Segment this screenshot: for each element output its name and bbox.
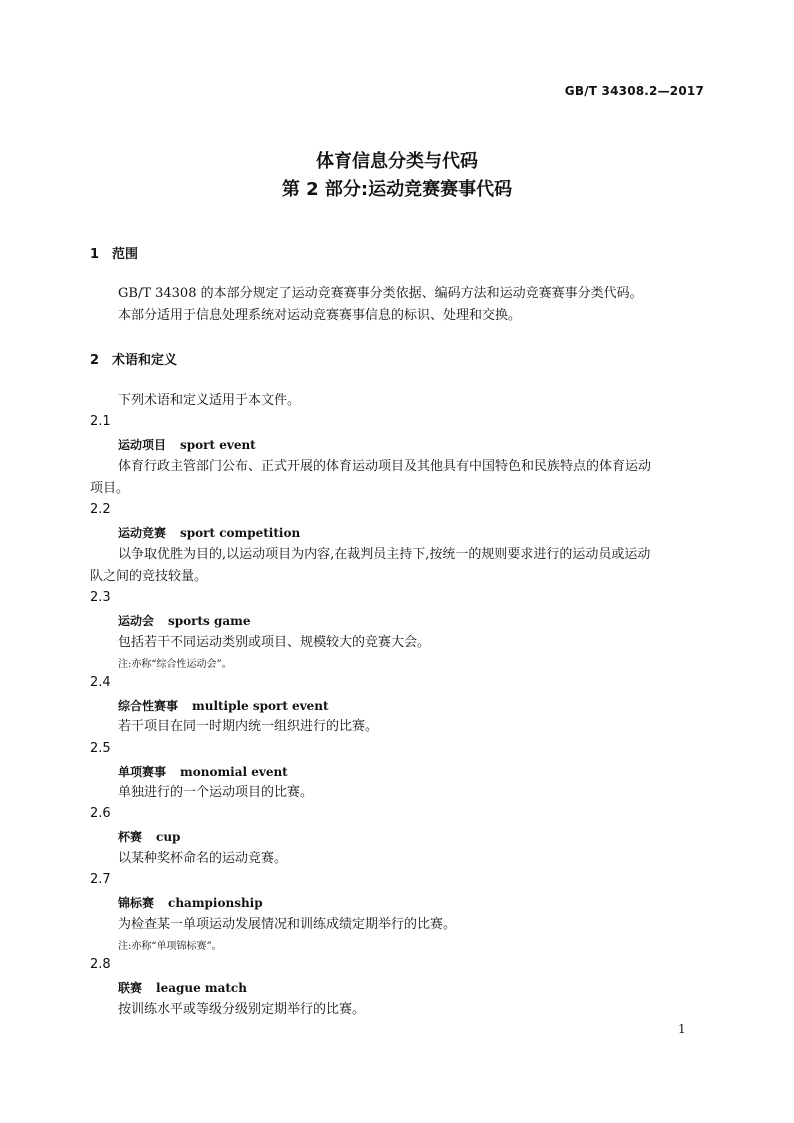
term-zh: 运动竞赛 [118, 526, 167, 540]
term-zh: 杯赛 [118, 830, 143, 844]
section-title: 术语和定义 [112, 353, 178, 368]
term-zh: 运动会 [118, 614, 155, 628]
term-en: championship [168, 896, 263, 910]
term-definition: 包括若干不同运动类别或项目、规模较大的竞赛大会。 [118, 635, 431, 650]
term-number: 2.2 [90, 502, 111, 517]
term-en: sport competition [180, 526, 301, 540]
term-definition: 以某种奖杯命名的运动竞赛。 [118, 851, 288, 866]
term-number: 2.7 [90, 872, 111, 887]
term-number: 2.3 [90, 590, 111, 605]
document-title: 体育信息分类与代码 [316, 151, 478, 172]
term-heading [118, 697, 329, 714]
term-definition: 单独进行的一个运动项目的比赛。 [118, 785, 314, 800]
term-number: 2.4 [90, 675, 111, 690]
term-en: sports game [168, 614, 251, 628]
scope-paragraph-1: GB/T 34308 的本部分规定了运动竞赛赛事分类依据、编码方法和运动竞赛赛事分类代码。 [118, 286, 643, 301]
term-heading [118, 894, 263, 911]
term-zh: 综合性赛事 [118, 699, 179, 713]
term-definition: 为检查某一单项运动发展情况和训练成绩定期举行的比赛。 [118, 917, 457, 932]
term-number: 2.5 [90, 741, 111, 756]
standard-number: GB/T 34308.2—2017 [564, 84, 704, 98]
page-number: 1 [678, 1022, 686, 1036]
terms-intro: 下列术语和定义适用于本文件。 [118, 393, 301, 408]
term-note: 注:亦称“单项锦标赛”。 [118, 941, 222, 952]
section-heading-terms [90, 349, 177, 368]
term-en: monomial event [180, 765, 288, 779]
scope-paragraph-2: 本部分适用于信息处理系统对运动竞赛赛事信息的标识、处理和交换。 [118, 308, 522, 323]
section-title: 范围 [112, 247, 139, 262]
term-definition: 按训练水平或等级分级别定期举行的比赛。 [118, 1002, 366, 1017]
section-number: 2 [90, 353, 100, 368]
term-heading [118, 612, 250, 629]
term-number: 2.6 [90, 806, 111, 821]
section-heading-scope [90, 243, 138, 262]
term-en: league match [156, 981, 247, 995]
document-subtitle: 第 2 部分:运动竞赛赛事代码 [281, 179, 513, 200]
term-zh: 运动项目 [118, 438, 167, 452]
term-definition-cont: 队之间的竞技较量。 [90, 569, 208, 584]
term-definition: 以争取优胜为目的,以运动项目为内容,在裁判员主持下,按统一的规则要求进行的运动员或运动 [118, 547, 651, 562]
term-definition: 体育行政主管部门公布、正式开展的体育运动项目及其他具有中国特色和民族特点的体育运动 [118, 459, 652, 474]
term-en: multiple sport event [192, 699, 329, 713]
term-heading [118, 524, 300, 541]
section-number: 1 [90, 247, 100, 262]
term-zh: 锦标赛 [118, 896, 155, 910]
term-number: 2.1 [90, 414, 111, 429]
term-heading [118, 436, 256, 453]
term-definition: 若干项目在同一时期内统一组织进行的比赛。 [118, 719, 379, 734]
term-heading [118, 979, 247, 996]
term-zh: 单项赛事 [118, 765, 167, 779]
term-en: cup [156, 830, 181, 844]
term-heading [118, 763, 288, 780]
term-definition-cont: 项目。 [90, 481, 130, 496]
term-zh: 联赛 [118, 981, 143, 995]
term-note: 注:亦称“综合性运动会”。 [118, 659, 232, 670]
term-en: sport event [180, 438, 256, 452]
term-heading [118, 828, 180, 845]
term-number: 2.8 [90, 957, 111, 972]
